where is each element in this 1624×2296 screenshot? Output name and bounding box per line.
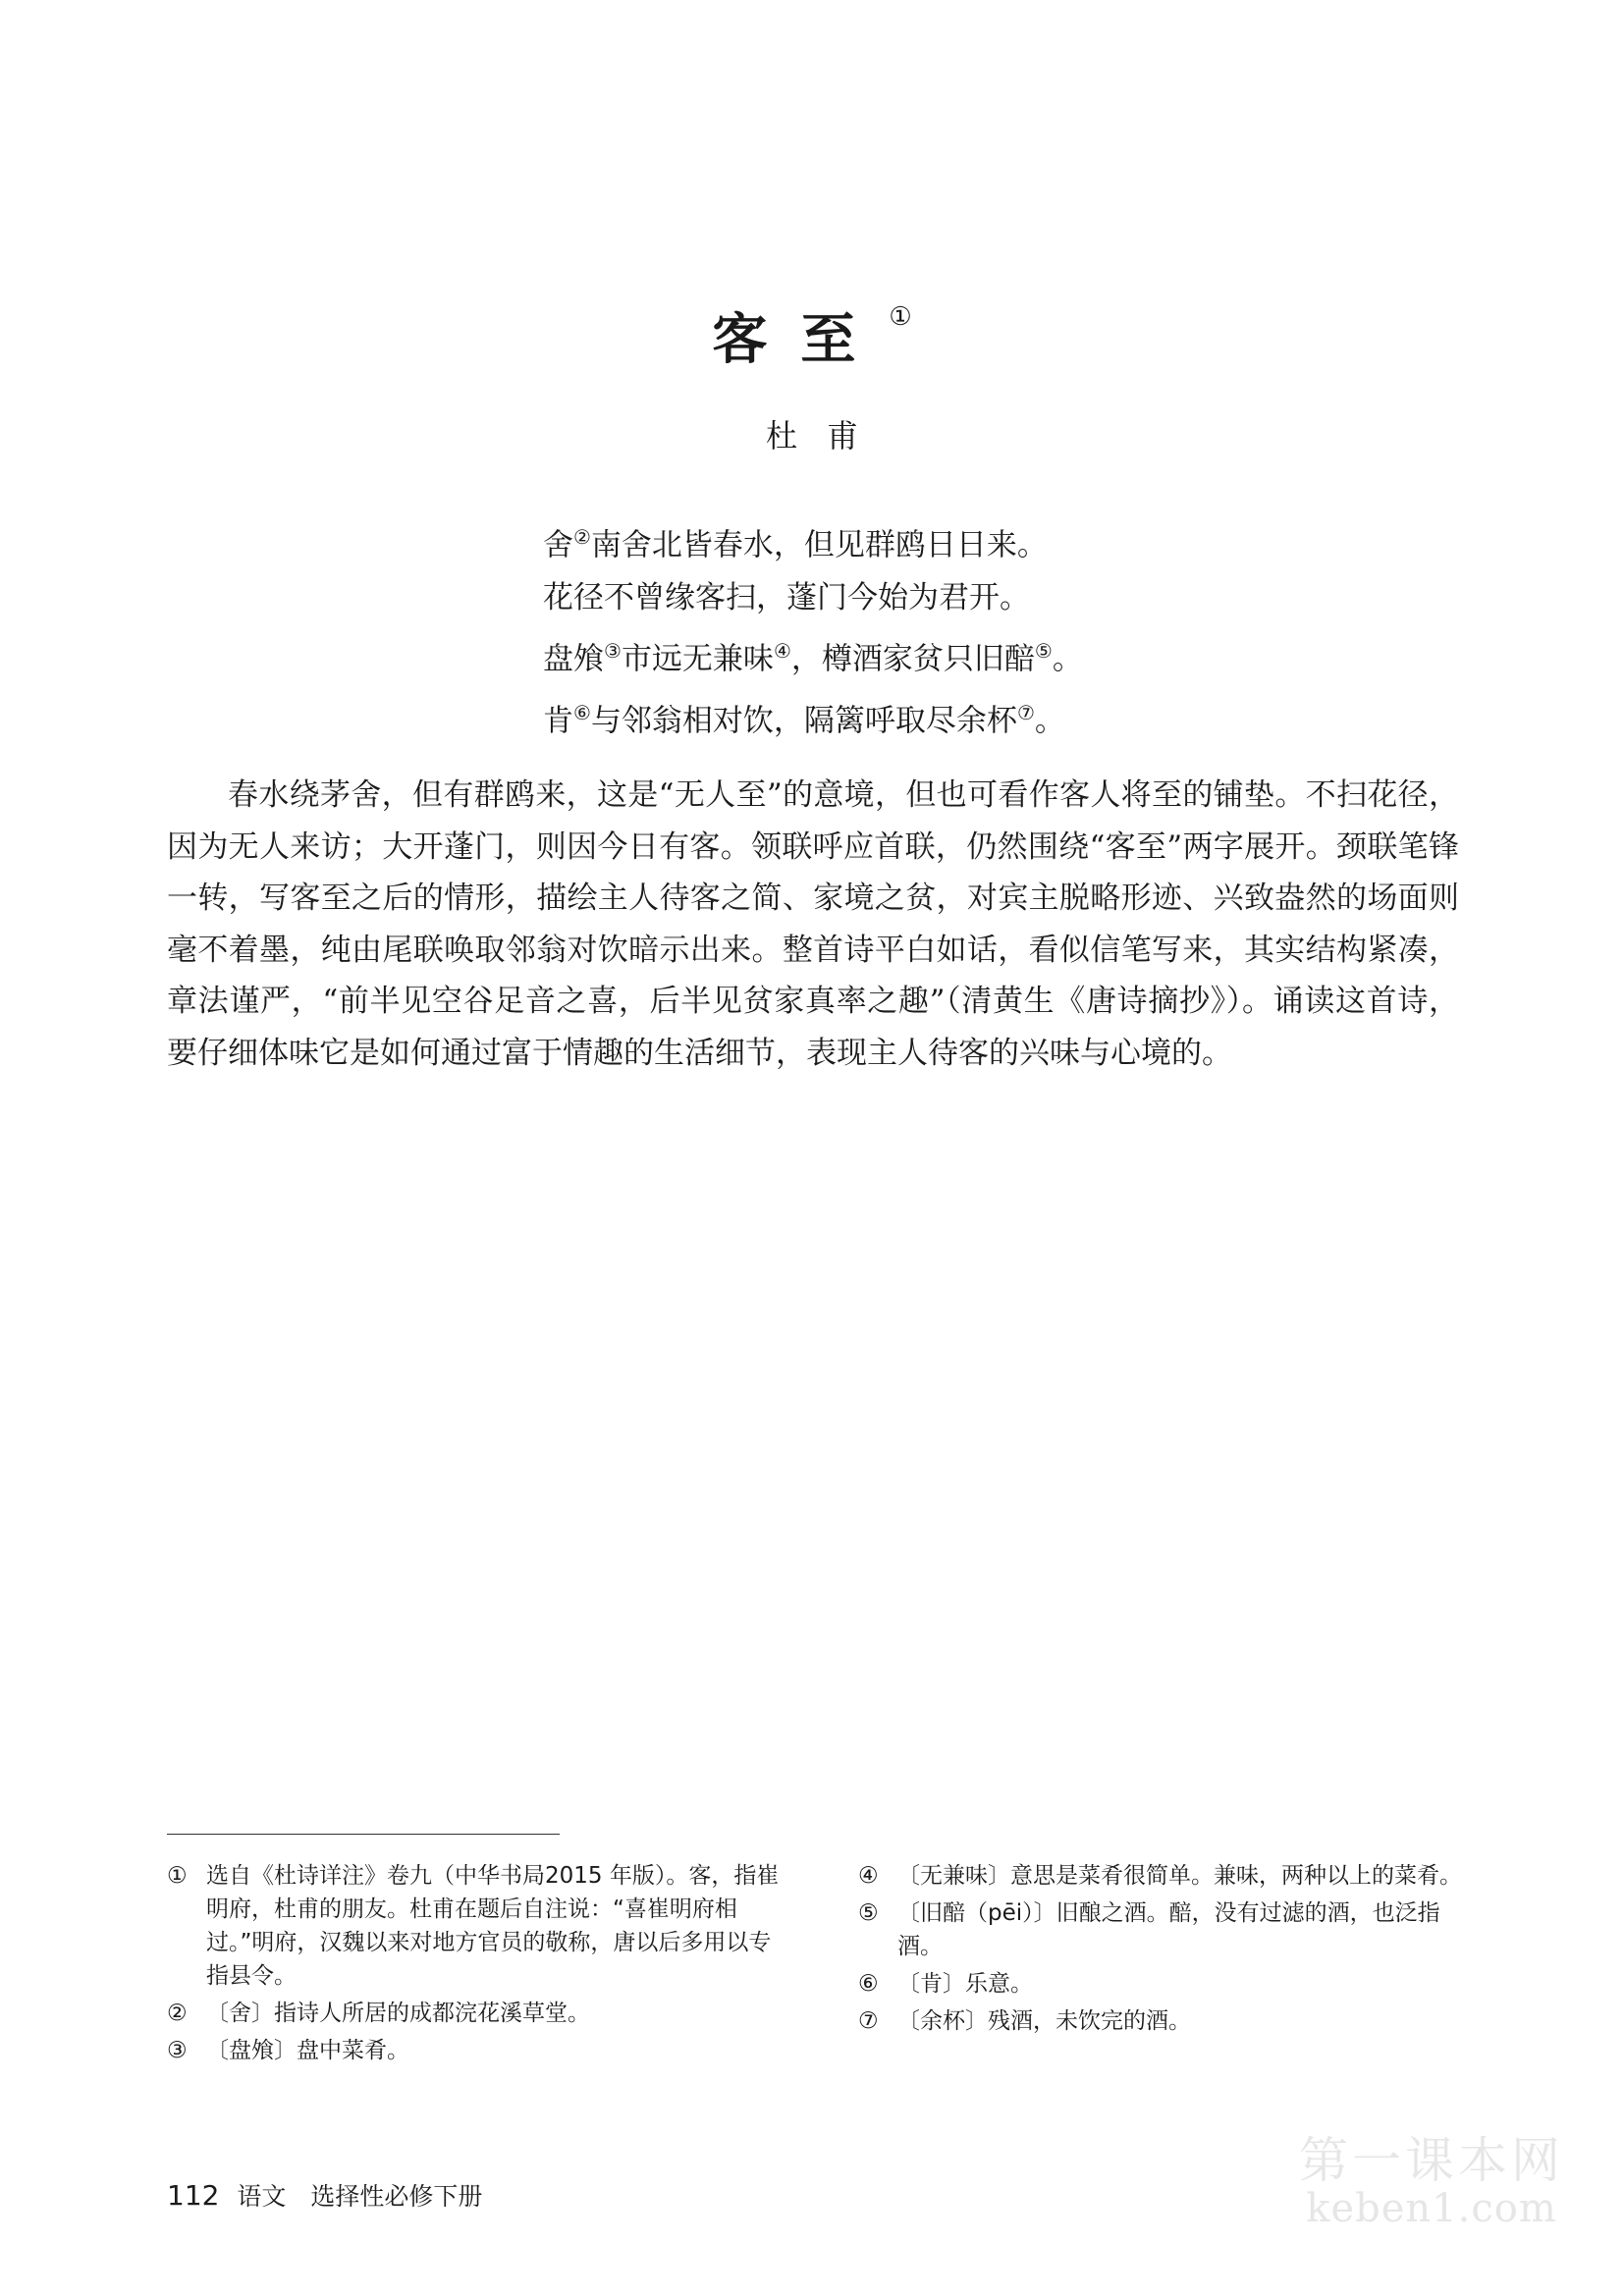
title-text: 客至 — [712, 307, 890, 372]
footnote-number: ⑤ — [858, 1900, 879, 1926]
page-title — [0, 302, 1624, 372]
poem-text: 南舍北皆春水，但见群鸥日日来。 — [590, 527, 1048, 563]
poem-text: ，樽酒家贫只旧醅 — [790, 641, 1035, 677]
footnote-text: 〔无兼味〕意思是菜肴很简单。兼味，两种以上的菜肴。 — [897, 1863, 1462, 1889]
footnote-text: 〔盘飧〕盘中菜肴。 — [206, 2038, 409, 2063]
footnote-number: ⑥ — [858, 1971, 879, 1997]
poem-text: 舍 — [543, 527, 573, 563]
footnote — [858, 1896, 1467, 1963]
footnote-marker: ⑤ — [1034, 639, 1053, 664]
footnote-number: ④ — [858, 1863, 879, 1889]
poem-line — [543, 571, 1525, 624]
footnote — [858, 2004, 1467, 2038]
watermark — [1284, 2132, 1579, 2232]
footnote — [167, 1997, 785, 2030]
footnote-marker: ② — [573, 525, 591, 549]
footnote-divider — [167, 1834, 560, 1835]
footnotes-left — [167, 1859, 785, 2071]
poem-line — [543, 624, 1525, 685]
footnote-number: ⑦ — [858, 2008, 879, 2034]
footnote-marker: ④ — [773, 639, 791, 664]
footnote-text: 选自《杜诗详注》卷九（中华书局2015 年版）。客，指崔明府，杜甫的朋友。杜甫在题后自注说：“喜崔明府相过。”明府，汉魏以来对地方官员的敬称，唐以后多用以专指县令。 — [206, 1863, 780, 1989]
poem-text: 。 — [1052, 641, 1083, 677]
footnote-text: 〔旧醅（pēi）〕旧酿之酒。醅，没有过滤的酒，也泛指酒。 — [897, 1900, 1440, 1959]
footnotes-right — [858, 1859, 1467, 2042]
author: 杜甫 — [765, 417, 888, 454]
footnote — [167, 2034, 785, 2067]
footnote-text: 〔余杯〕残酒，未饮完的酒。 — [897, 2008, 1191, 2034]
poem-line — [543, 510, 1525, 571]
page-footer — [167, 2177, 482, 2213]
footnote-marker: ③ — [604, 639, 622, 664]
poem-text: 。 — [1034, 702, 1065, 738]
watermark-en: keben1.com — [1306, 2186, 1557, 2231]
poem-line — [543, 686, 1525, 747]
footnote — [167, 1859, 785, 1993]
poem-text: 花径不曾缘客扫，蓬门今始为君开。 — [543, 580, 1030, 616]
footnote-number: ① — [167, 1863, 188, 1889]
footnote-number: ③ — [167, 2038, 188, 2063]
footnote-number: ② — [167, 2001, 188, 2026]
footnote — [858, 1859, 1467, 1893]
poem-text: 盘飧 — [543, 641, 604, 677]
footnote-marker: ⑥ — [573, 700, 591, 724]
book-title: 语文 选择性必修下册 — [237, 2182, 483, 2211]
poem-text: 与邻翁相对饮，隔篱呼取尽余杯 — [590, 702, 1017, 738]
title-note-marker: ① — [889, 302, 912, 333]
footnote — [858, 1967, 1467, 2001]
poem — [543, 510, 1525, 747]
poem-text: 肯 — [543, 702, 573, 738]
page-number: 112 — [167, 2179, 220, 2212]
footnote-text: 〔舍〕指诗人所居的成都浣花溪草堂。 — [206, 2001, 590, 2026]
footnote-marker: ⑦ — [1016, 700, 1035, 724]
commentary-paragraph: 春水绕茅舍，但有群鸥来，这是“无人至”的意境，但也可看作客人将至的铺垫。不扫花径，因为无人来访；大开蓬门，则因今日有客。领联呼应首联，仍然围绕“客至”两字展开。颈联笔锋一转，写客至之后的情形，描绘主人待客之简、家境之贫，对宾主脱略形迹、兴致盎然的场面则毫不着墨，纯由尾联唤取邻翁对饮暗示出来。整首诗平白如话，看似信笔写来，其实结构紧凑，章法谨严，“前半见空谷足音之喜，后半见贫家真率之趣”（清黄生《唐诗摘抄》）。诵读这首诗，要仔细体味它是如何通过富于情趣的生活细节，表现主人待客的兴味与心境的。 — [167, 777, 1459, 1071]
poem-text: 市远无兼味 — [621, 641, 774, 677]
footnote-text: 〔肯〕乐意。 — [897, 1971, 1033, 1997]
watermark-cn: 第一课本网 — [1299, 2132, 1564, 2189]
